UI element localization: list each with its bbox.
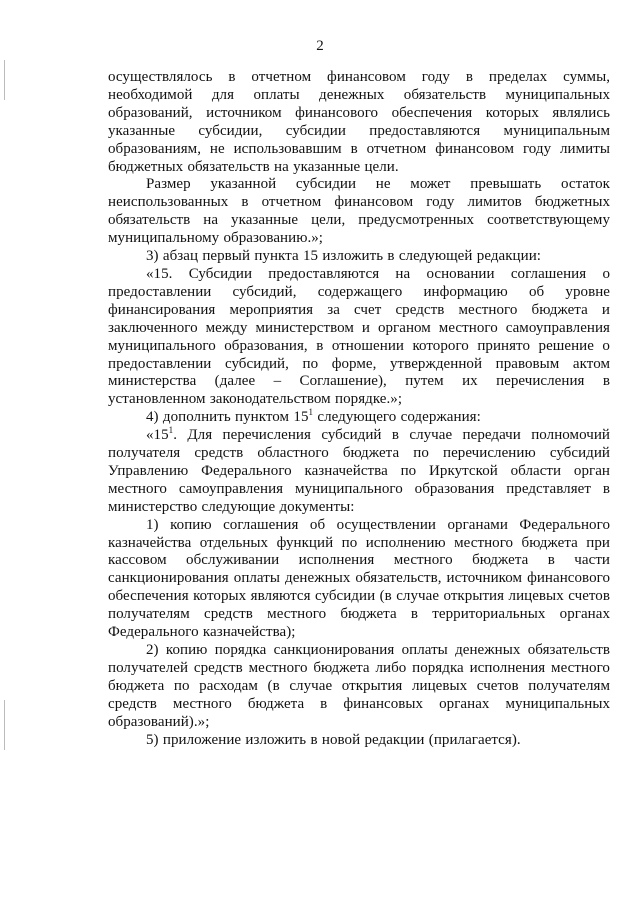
paragraph-continuation: осуществлялось в отчетном финансовом году в пределах суммы, необходимой для оплаты денежных обязательств муниципальных образований, источником финансового обеспечения которых являлись указанные субсидии, субсидии предоставляются муниципальным образованиям, не использовавшим в отчетном финансовом году лимиты бюджетных обязательств на указанные цели.	[108, 69, 610, 175]
document-body	[108, 69, 610, 749]
item-4-text: 4) дополнить пунктом 15	[146, 409, 309, 426]
point-15-1-text: . Для перечисления субсидий в случае передачи полномочий получателя средств областного бюджета по перечислению субсидий Управлению Федерального казначейства по Иркутской области орган местного самоуправления муниципального образования представляет в министерство следующие документы:	[108, 427, 610, 515]
point-15-1-superscript: 1	[168, 425, 174, 436]
paragraph-item-4	[108, 409, 610, 427]
point-15-1-number: «15	[146, 427, 169, 444]
scan-edge-mark-bottom	[4, 700, 5, 750]
item-4-superscript: 1	[308, 407, 314, 418]
paragraph-item-5: 5) приложение изложить в новой редакции (прилагается).	[146, 731, 521, 748]
item-4-text-end: следующего содержания:	[313, 409, 481, 426]
paragraph-subsidy-limit: Размер указанной субсидии не может превышать остаток неиспользованных в отчетном финансовом году лимитов бюджетных обязательств на указанные цели, предусмотренных соответствующему муниципальному образованию.»;	[108, 176, 610, 247]
paragraph-document-2: 2) копию порядка санкционирования оплаты денежных обязательств получателей средств местного бюджета либо порядка исполнения местного бюджета по расходам (в случае открытия лицевых счетов получателям средств местного бюджета в финансовых органах муниципальных образований).»;	[108, 642, 610, 730]
scan-edge-mark-top	[4, 60, 5, 100]
paragraph-point-15-1	[108, 427, 610, 517]
paragraph-document-1: 1) копию соглашения об осуществлении органами Федерального казначейства отдельных функций по исполнению местного бюджета при кассовом обслуживании исполнения местного бюджета в части санкционирования оплаты денежных обязательств, источником финансового обеспечения которых являются субсидии (в случае открытия лицевых счетов получателям средств местного бюджета в территориальных органах Федерального казначейства);	[108, 516, 610, 641]
paragraph-item-3: 3) абзац первый пункта 15 изложить в следующей редакции:	[146, 248, 542, 265]
paragraph-point-15: «15. Субсидии предоставляются на основании соглашения о предоставлении субсидий, содержащего информацию об уровне финансирования мероприятия за счет средств местного бюджета и заключенного между министерством и органом местного самоуправления муниципального образования, в отношении которого принято решение о предоставлении субсидий, по форме, утвержденной правовым актом министерства (далее – Соглашение), путем их перечисления в установленном законодательством порядке.»;	[108, 265, 610, 408]
page-number: 2	[316, 38, 324, 54]
